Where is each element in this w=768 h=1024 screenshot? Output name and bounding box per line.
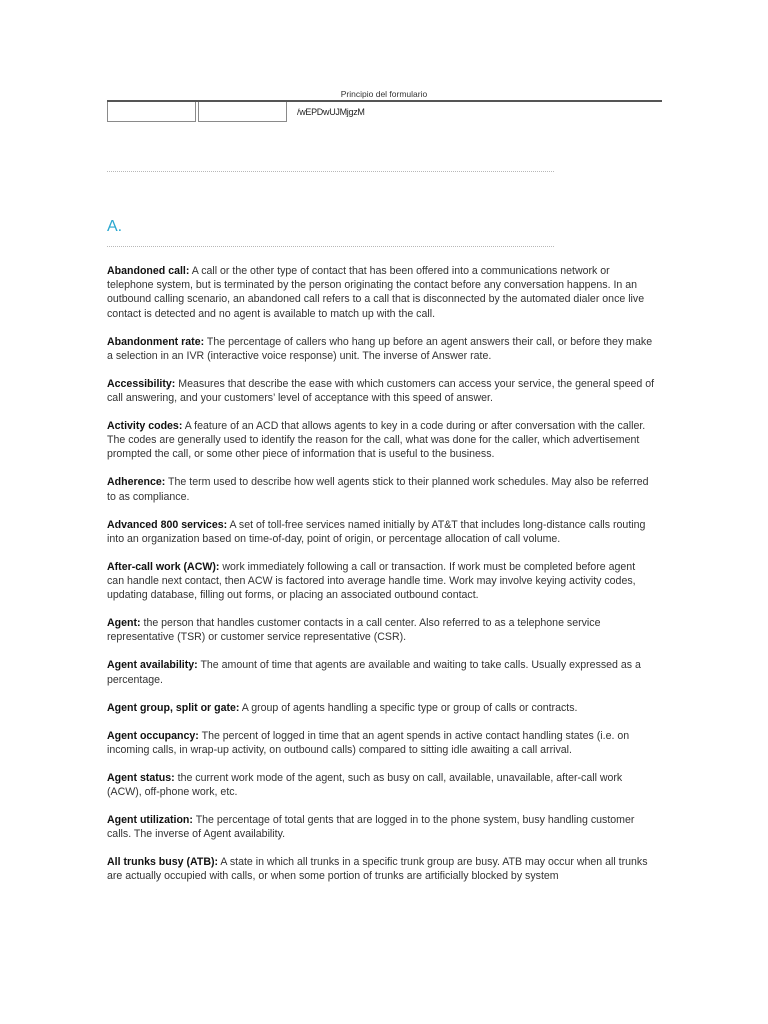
glossary-term: All trunks busy (ATB): — [107, 856, 219, 869]
form-title: Principio del formulario — [340, 89, 428, 99]
glossary-definition: The percentage of total gents that are logged in to the phone system, busy handling customer calls. The inverse of Agent availability. — [107, 814, 635, 841]
glossary-content — [107, 264, 655, 897]
glossary-definition: A group of agents handling a specific type or group of calls or contracts. — [241, 701, 578, 714]
glossary-term: Abandoned call: — [107, 265, 190, 277]
glossary-definition: The amount of time that agents are available and waiting to take calls. Usually expressed as a percentage. — [107, 659, 641, 686]
glossary-entry — [107, 377, 655, 405]
glossary-term: Agent availability: — [107, 659, 198, 672]
glossary-term: Agent group, split or gate: — [107, 701, 240, 714]
glossary-term: Activity codes: — [107, 420, 183, 433]
glossary-definition: The percentage of callers who hang up before an agent answers their call, or before they make a selection in an IVR (interactive voice response) unit. The inverse of Answer rate. — [107, 335, 653, 362]
glossary-entry — [107, 264, 655, 321]
glossary-entry — [107, 475, 655, 503]
glossary-definition: A feature of an ACD that allows agents to key in a code during or after conversation with the caller. The codes are generally used to identify the reason for the call, what was done for the caller, which advertisement prompted the call, or some other piece of information that is useful to the business. — [107, 420, 646, 461]
glossary-term: Agent: — [107, 617, 141, 630]
glossary-entry — [107, 419, 655, 462]
glossary-entry — [107, 701, 655, 715]
form-field-1[interactable] — [107, 102, 196, 122]
glossary-term: Adherence: — [107, 476, 166, 489]
dotted-divider-section — [107, 246, 554, 248]
dotted-divider-top — [107, 171, 554, 173]
glossary-entry — [107, 855, 655, 883]
glossary-term: Agent status: — [107, 771, 175, 784]
glossary-definition: A set of toll-free services named initially by AT&T that includes long-distance calls routing into an organization based on time-of-day, point of origin, or percentage allocation of call volume. — [107, 518, 646, 545]
glossary-entry — [107, 335, 655, 363]
glossary-term: Advanced 800 services: — [107, 518, 228, 531]
glossary-definition: work immediately following a call or transaction. If work must be completed before agent can handle next contact, then ACW is factored into average handle time. Work may involve keying activity codes, updating database, filling out forms, or placing an associated outbound contact. — [107, 560, 636, 602]
glossary-definition: The percent of logged in time that an agent spends in active contact handling states (i.e. on incoming calls, in wrap-up activity, on outbound calls) compared to sitting idle awaiting a call arrival. — [107, 729, 630, 756]
glossary-entry — [107, 518, 655, 546]
glossary-entry — [107, 658, 655, 686]
glossary-definition: the person that handles customer contacts in a call center. Also referred to as a telephone service representative (TSR) or customer service representative (CSR). — [107, 617, 601, 644]
glossary-entry — [107, 616, 655, 644]
glossary-definition: Measures that describe the ease with which customers can access your service, the general speed of call answering, and your customers’ level of acceptance with this speed of answer. — [107, 377, 655, 405]
form-field-2[interactable] — [198, 102, 287, 122]
section-heading: A. — [107, 218, 123, 235]
glossary-definition: The term used to describe how well agents stick to their planned work schedules. May also be referred to as compliance. — [107, 476, 649, 503]
glossary-definition: A call or the other type of contact that has been offered into a communications network or telephone system, but is terminated by the person originating the contact before any conversation happens. In an outbound calling scenario, an abandoned call refers to a call that is disconnected by the automated dialer once live contact is detected and no agent is available to match up with the call. — [107, 265, 645, 320]
glossary-term: Accessibility: — [107, 377, 176, 390]
glossary-term: Agent utilization: — [107, 814, 193, 827]
glossary-definition: the current work mode of the agent, such as busy on call, available, unavailable, after-call work (ACW), off-phone work, etc. — [107, 771, 623, 799]
glossary-term: Abandonment rate: — [107, 335, 205, 348]
glossary-entry — [107, 560, 655, 603]
glossary-definition: A state in which all trunks in a specific trunk group are busy. ATB may occur when all trunks are actually occupied with calls, or when some portion of trunks are artificially blocked by system — [107, 856, 648, 883]
glossary-entry — [107, 729, 655, 757]
glossary-entry — [107, 813, 655, 841]
glossary-entry — [107, 771, 655, 799]
glossary-term: Agent occupancy: — [107, 729, 199, 742]
glossary-term: After-call work (ACW): — [107, 560, 220, 573]
form-hidden-value: /wEPDwUJMjgzM — [297, 107, 365, 117]
